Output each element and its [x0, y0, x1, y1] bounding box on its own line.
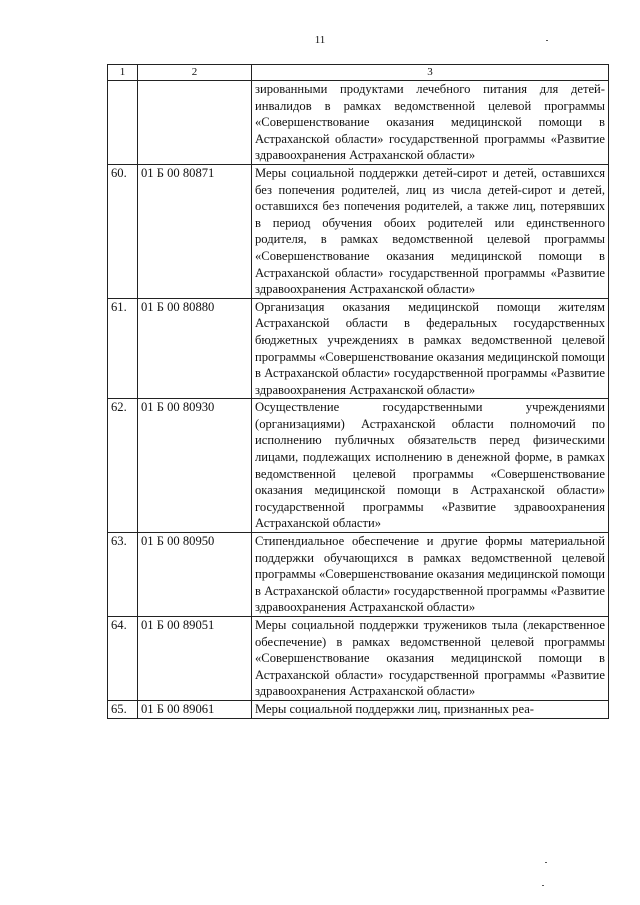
row-code: 01 Б 00 80930: [138, 399, 252, 533]
scan-speck: [542, 885, 544, 886]
row-text: Организация оказания медицинской помощи жителям Астраханской области в федеральных государственных бюджетных учреждениях в рамках ведомственной целевой программы «Совершенствование оказания медицинской помощи в Астраханской области» государственной программы «Развитие здравоохранения Астраханской области»: [252, 298, 609, 399]
row-text: Меры социальной поддержки лиц, признанных реа-: [252, 700, 609, 718]
row-number: 62.: [108, 399, 138, 533]
table-row: [108, 700, 609, 718]
table-row: [108, 399, 609, 533]
row-code: 01 Б 00 89061: [138, 700, 252, 718]
row-number: 65.: [108, 700, 138, 718]
table-row: [108, 298, 609, 399]
table-row: [108, 617, 609, 701]
row-code: [138, 81, 252, 165]
row-number: 61.: [108, 298, 138, 399]
row-number: 60.: [108, 164, 138, 298]
row-text: зированными продуктами лечебного питания для детей-инвалидов в рамках ведомственной целевой программы «Совершенствование оказания медицинской помощи в Астраханской области» государственной программы «Развитие здравоохранения Астраханской области»: [252, 81, 609, 165]
column-header-code: 2: [138, 65, 252, 81]
budget-classification-table: [107, 64, 609, 719]
row-number: [108, 81, 138, 165]
table-row-continuation: [108, 81, 609, 165]
row-text: Меры социальной поддержки детей-сирот и детей, оставшихся без попечения родителей, лиц из числа детей-сирот и детей, оставшихся без попечения родителей, а также лиц, потерявших в период обучения обоих родителей или единственного родителя, в рамках ведомственной целевой программы «Совершенствование оказания медицинской помощи в Астраханской области» государственной программы «Развитие здравоохранения Астраханской области»: [252, 164, 609, 298]
scan-speck: [546, 40, 548, 41]
row-code: 01 Б 00 80871: [138, 164, 252, 298]
row-text: Меры социальной поддержки тружеников тыла (лекарственное обеспечение) в рамках ведомственной целевой программы «Совершенствование оказания медицинской помощи в Астраханской области» государственной программы «Развитие здравоохранения Астраханской области»: [252, 617, 609, 701]
table-row: [108, 164, 609, 298]
column-header-number: 1: [108, 65, 138, 81]
row-number: 63.: [108, 533, 138, 617]
table-row: [108, 533, 609, 617]
row-code: 01 Б 00 89051: [138, 617, 252, 701]
row-number: 64.: [108, 617, 138, 701]
row-text: Стипендиальное обеспечение и другие формы материальной поддержки обучающихся в рамках ведомственной целевой программы «Совершенствование оказания медицинской помощи в Астраханской области» государственной программы «Развитие здравоохранения Астраханской области»: [252, 533, 609, 617]
table-header-row: [108, 65, 609, 81]
row-text: Осуществление государственными учреждениями (организациями) Астраханской области полномочий по исполнению публичных обязательств перед физическими лицами, подлежащих исполнению в денежной форме, в рамках ведомственной целевой программы «Совершенствование оказания медицинской помощи в Астраханской области» государственной программы «Развитие здравоохранения Астраханской области»: [252, 399, 609, 533]
row-code: 01 Б 00 80950: [138, 533, 252, 617]
column-header-name: 3: [252, 65, 609, 81]
scan-speck: [545, 862, 547, 863]
row-code: 01 Б 00 80880: [138, 298, 252, 399]
page-number: 11: [314, 34, 326, 46]
